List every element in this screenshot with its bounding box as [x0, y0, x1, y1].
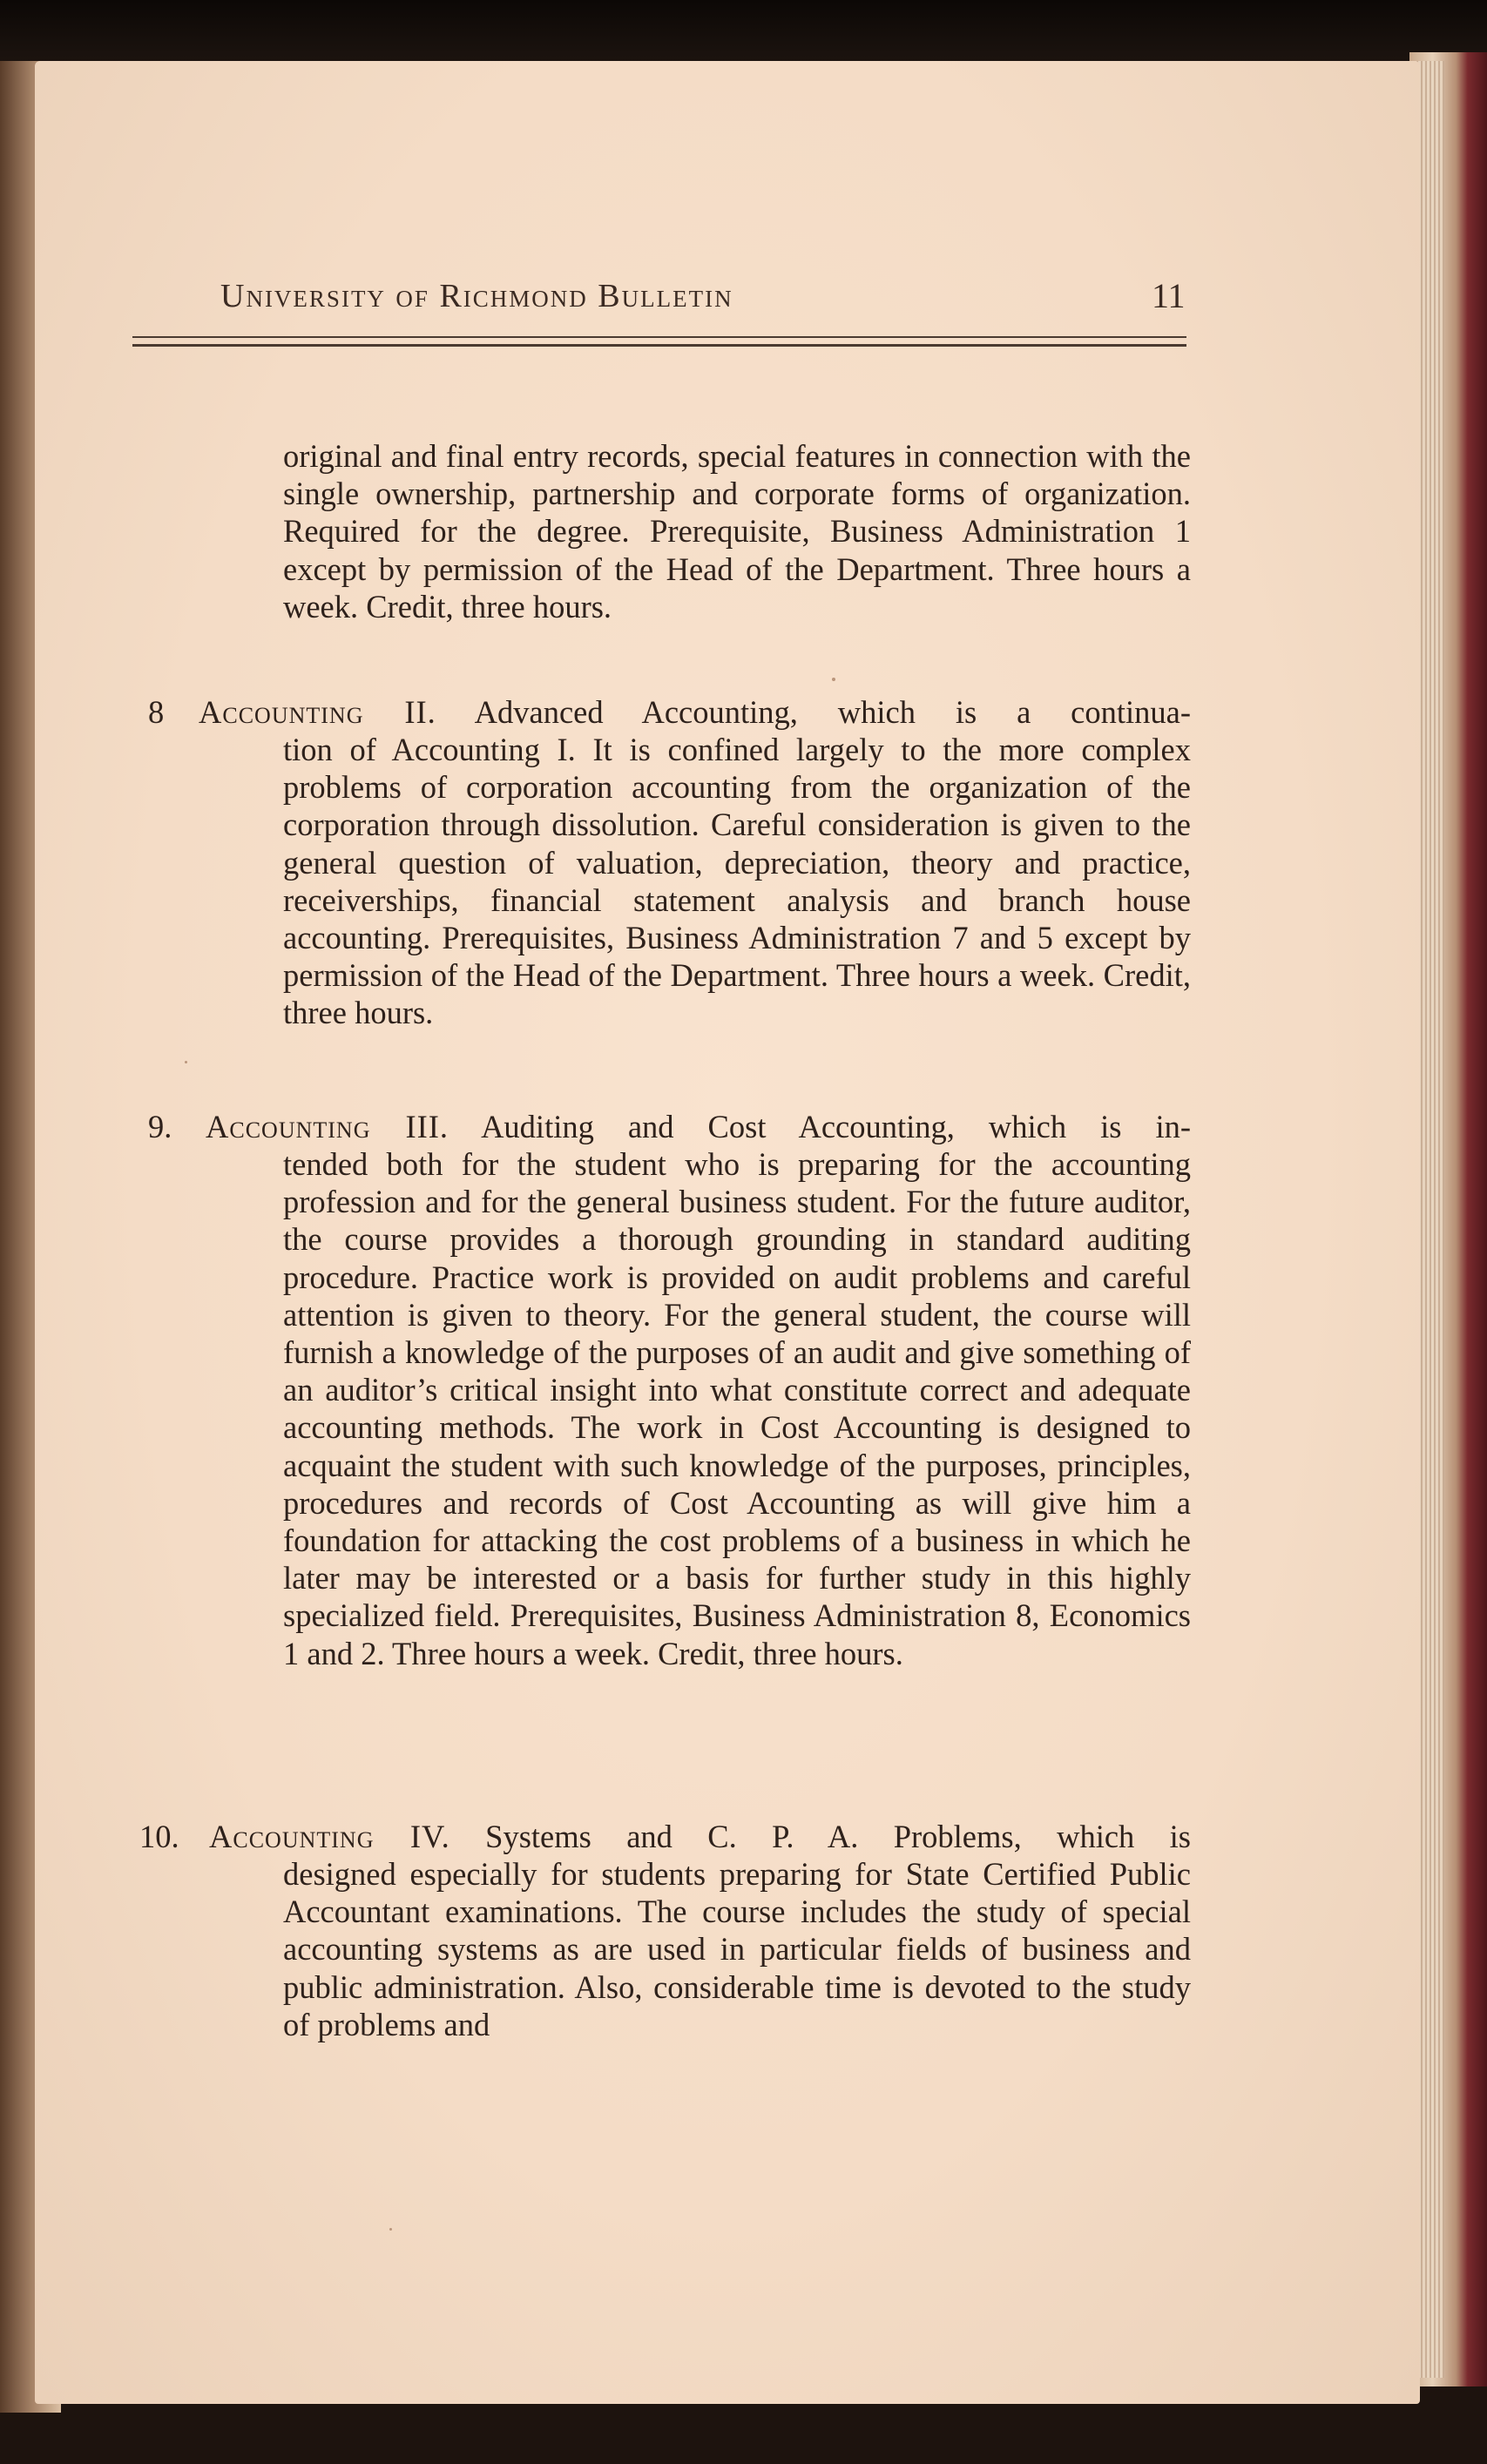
entry-heading-line	[199, 693, 1191, 731]
running-title: University of Richmond Bulletin	[220, 278, 733, 314]
top-background	[0, 0, 1487, 70]
course-title: Accounting II.	[199, 694, 436, 730]
entry-first-line: Advanced Accounting, which is a continua-	[474, 694, 1191, 730]
entry-body: tion of Accounting I. It is confined largely to the more complex problems of corporation accounting from the organization of the corporation through dissolution. Careful consideration is given to the general question of valuation, depreciation, theory and practice, receiverships, financial statement analysis and branch house accounting. Prerequisites, Business Administration 7 and 5 except by permission of the Head of the Department. Three hours a week. Credit, three hours.	[283, 732, 1191, 1031]
entry-first-line: Auditing and Cost Accounting, which is in-	[481, 1109, 1191, 1144]
entry-number: 10.	[139, 1819, 179, 1854]
header-rule-thin	[132, 336, 1186, 338]
entry-body: designed especially for students preparing for State Certified Public Accountant examinations. The course includes the study of special accounting systems as are used in particular fields of business and public administration. Also, considerable time is devoted to the study of problems and	[283, 1856, 1191, 2042]
course-title: Accounting III.	[206, 1109, 449, 1144]
continuation-paragraph: original and final entry records, special features in connection with the single ownership, partnership and corporate forms of organization. Required for the degree. Prerequisite, Business Administration 1 except by permission of the Head of the Department. Three hours a week. Credit, three hours.	[283, 438, 1191, 624]
entry-number: 9.	[148, 1109, 172, 1144]
entry-heading-line	[206, 1108, 1191, 1145]
paper-speck	[389, 2228, 392, 2231]
course-title: Accounting IV.	[209, 1819, 450, 1854]
entry-first-line: Systems and C. P. A. Problems, which is	[485, 1819, 1192, 1854]
paper-speck	[832, 678, 835, 681]
entry-number: 8	[148, 694, 165, 730]
entry-body: tended both for the student who is preparing for the accounting profession and for the general business student. For the future auditor, the course provides a thorough grounding in standard auditing procedure. Practice work is provided on audit problems and careful attention is given to theory. For the general student, the course will furnish a knowledge of the purposes of an audit and give something of an auditor’s critical insight into what constitute correct and adequate accounting methods. The work in Cost Accounting is designed to acquaint the student with such knowledge of the purposes, principles, procedures and records of Cost Accounting as will give him a foundation for attacking the cost problems of a business in which he later may be interested or a basis for further study in this highly specialized field. Prerequisites, Business Administration 8, Economics 1 and 2. Three hours a week. Credit, three hours.	[283, 1146, 1191, 1671]
paper-speck	[185, 1061, 187, 1063]
page-number: 11	[1152, 276, 1186, 315]
header-rule-thick	[132, 344, 1186, 347]
entry-heading-line	[209, 1818, 1191, 1855]
